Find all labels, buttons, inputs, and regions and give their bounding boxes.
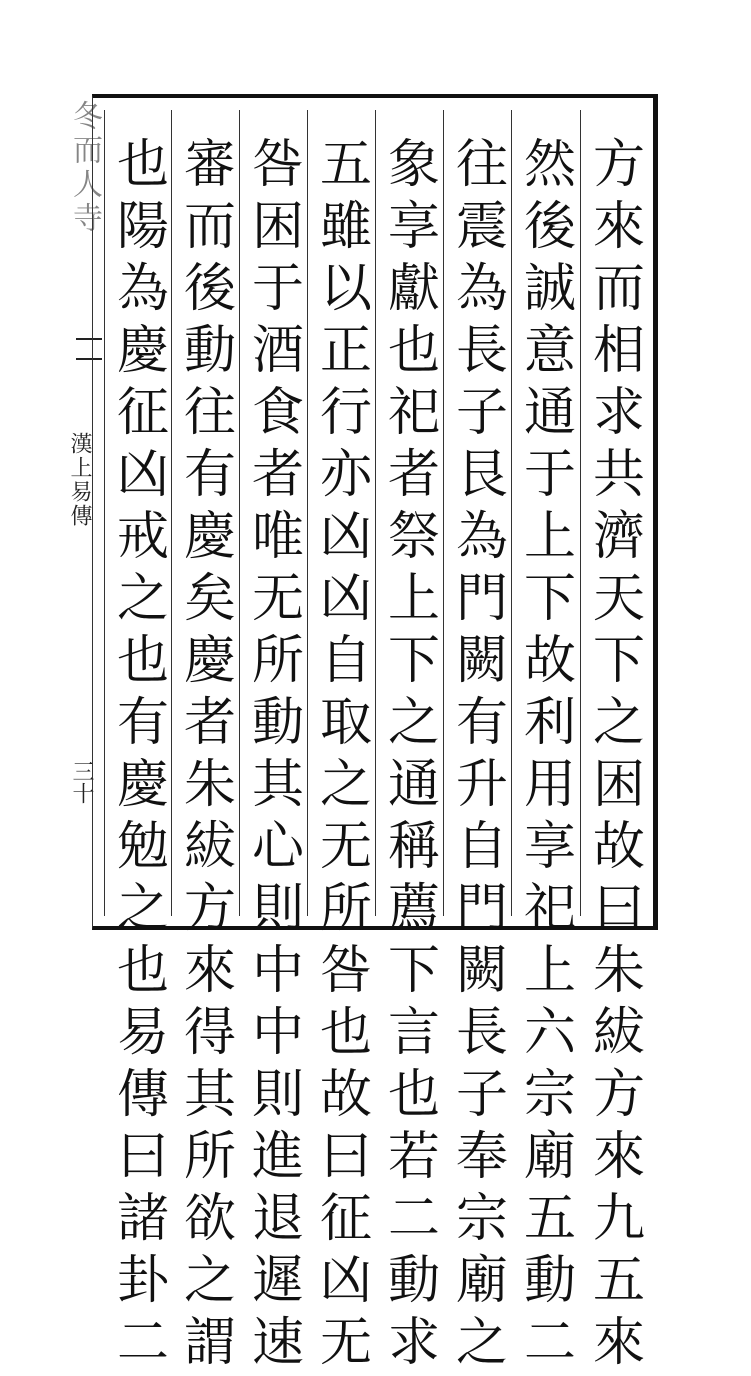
column-text: 咎困于酒食者唯无所動其心則中中則進退遲速 bbox=[242, 136, 303, 1376]
text-column-7 bbox=[171, 110, 237, 1376]
column-text: 審而後動往有慶矣慶者朱紱方來得其所欲之謂 bbox=[174, 136, 235, 1376]
column-text: 往震為長子艮為門闕有升自門闕長子奉宗廟之 bbox=[446, 136, 507, 1376]
column-text: 也陽為慶征凶戒之也有慶勉之也易傳曰諸卦二 bbox=[107, 136, 168, 1376]
text-column-8 bbox=[104, 110, 170, 1376]
column-text: 然後誠意通于上下故利用享祀上六宗廟五動二 bbox=[514, 136, 575, 1376]
margin-top-mark: 冬而人寺 bbox=[67, 100, 102, 236]
text-column-2 bbox=[511, 110, 577, 1376]
text-column-3 bbox=[443, 110, 509, 1376]
page-number: 三十 bbox=[69, 760, 94, 804]
column-text: 方來而相求共濟天下之困故曰朱紱方來九五來 bbox=[583, 136, 644, 1376]
text-column-5 bbox=[307, 110, 373, 1376]
text-column-4 bbox=[375, 110, 441, 1376]
column-text: 象享獻也祀者祭上下之通稱薦下言也若二動求 bbox=[378, 136, 439, 1376]
book-title: 漢上易傳 bbox=[67, 432, 92, 528]
column-text: 五雖以正行亦凶凶自取之无所咎也故曰征凶无 bbox=[310, 136, 371, 1376]
text-column-1 bbox=[580, 110, 646, 1376]
text-column-6 bbox=[239, 110, 305, 1376]
